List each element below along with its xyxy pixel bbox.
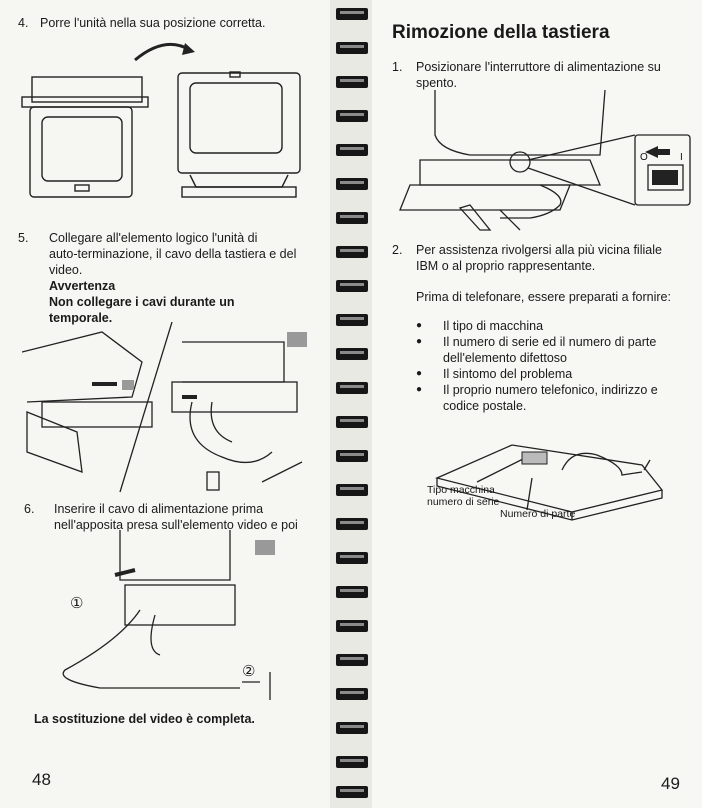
callout-2: ②: [242, 663, 256, 680]
step6-number: 6.: [24, 502, 35, 516]
step1-line2: spento.: [416, 76, 458, 90]
power-switch-illustration: [390, 90, 698, 235]
power-cable-illustration: [60, 530, 290, 700]
step1-line1: Posizionare l'interruttore di alimentazione su: [416, 60, 661, 74]
step1-number: 1.: [392, 60, 403, 74]
step5-line3: video.: [49, 263, 83, 277]
bullet-item: ● Il proprio numero telefonico, indirizzo e: [443, 382, 658, 398]
bullet-item: ● Il sintomo del problema: [443, 366, 572, 382]
label-part-number: Numero di parte: [500, 508, 576, 520]
bullet-item: ● Il tipo di macchina: [443, 318, 543, 334]
switch-on-label: I: [680, 152, 683, 163]
callout-1: ①: [70, 595, 84, 612]
step4-number: 4.: [18, 16, 29, 30]
step2-line1: Per assistenza rivolgersi alla più vicina filiale: [416, 243, 662, 257]
left-page: [0, 0, 330, 808]
step2-line2: IBM o al proprio rappresentante.: [416, 259, 596, 273]
monitor-placement-illustration: [20, 35, 310, 210]
label-machine-type: Tipo macchina: [427, 484, 495, 496]
cable-connection-illustration: [22, 322, 317, 497]
monitor-lifted-icon: [22, 77, 148, 197]
bullet-item: ● Il numero di serie ed il numero di parte: [443, 334, 656, 350]
step2-number: 2.: [392, 243, 403, 257]
section-title: Rimozione della tastiera: [392, 22, 610, 43]
step5-number: 5.: [18, 231, 29, 245]
completion-text: La sostituzione del video è completa.: [34, 712, 255, 726]
label-serial-number: numero di serie: [427, 496, 500, 508]
step6-line2: nell'apposita presa sull'elemento video e poi: [54, 518, 298, 532]
step5-line1: Collegare all'elemento logico l'unità di: [49, 231, 258, 245]
step4-text: Porre l'unità nella sua posizione corretta.: [40, 16, 266, 30]
switch-off-label: O: [640, 152, 648, 163]
warning-title: Avvertenza: [49, 279, 116, 293]
spiral-binding: [330, 0, 372, 808]
warning-line1: Non collegare i cavi durante un: [49, 295, 235, 309]
warning-line2: temporale.: [49, 311, 113, 325]
page-number-left: 48: [32, 770, 51, 789]
bullet-item-cont: dell'elemento difettoso: [443, 351, 567, 365]
right-page: [372, 0, 702, 808]
step6-line1: Inserire il cavo di alimentazione prima: [54, 502, 264, 516]
bullet-item-cont: codice postale.: [443, 399, 527, 413]
page-number-right: 49: [661, 774, 680, 793]
step5-line2: auto-terminazione, il cavo della tastiera e del: [49, 247, 297, 261]
monitor-placed-icon: [178, 72, 300, 197]
prep-text: Prima di telefonare, essere preparati a fornire:: [416, 290, 671, 304]
